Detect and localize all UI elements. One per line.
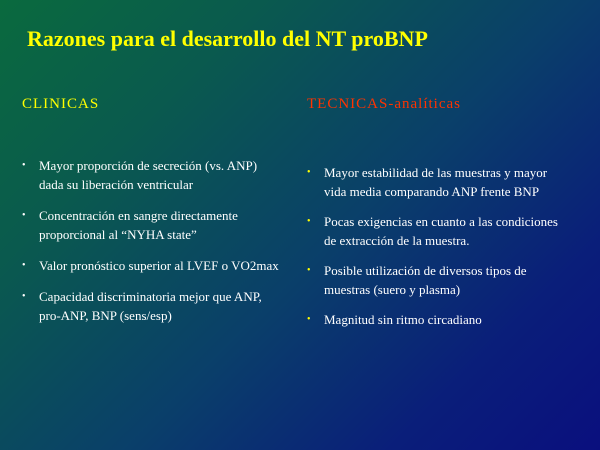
list-item-text: Mayor proporción de secreción (vs. ANP) dada su liberación ventricular — [39, 158, 258, 192]
bullet-icon: • — [307, 314, 311, 325]
bullet-icon: • — [22, 260, 26, 271]
bullet-icon: • — [307, 216, 311, 227]
list-item — [307, 310, 569, 329]
list-item-text: Magnitud sin ritmo circadiano — [324, 312, 482, 327]
tecnicas-list — [307, 163, 569, 340]
slide-title: Razones para el desarrollo del NT proBNP — [27, 26, 428, 51]
bullet-icon: • — [307, 167, 311, 178]
bullet-icon: • — [22, 291, 26, 302]
list-item — [307, 212, 569, 250]
list-item — [22, 156, 284, 194]
list-item — [22, 206, 284, 244]
column-heading-clinicas: CLINICAS — [22, 96, 100, 112]
list-item — [22, 287, 284, 325]
list-item-text: Posible utilización de diversos tipos de muestras (suero y plasma) — [324, 263, 527, 297]
column-heading-tecnicas: TECNICAS-analíticas — [307, 96, 461, 112]
clinicas-list — [22, 156, 284, 337]
bullet-icon: • — [22, 210, 26, 221]
bullet-icon: • — [307, 265, 311, 276]
list-item — [22, 256, 284, 275]
list-item-text: Concentración en sangre directamente proporcional al “NYHA state” — [39, 208, 238, 242]
list-item-text: Valor pronóstico superior al LVEF o VO2max — [39, 258, 279, 273]
list-item — [307, 261, 569, 299]
bullet-icon: • — [22, 160, 26, 171]
list-item — [307, 163, 569, 201]
list-item-text: Mayor estabilidad de las muestras y mayor vida media comparando ANP frente BNP — [324, 165, 548, 199]
list-item-text: Capacidad discriminatoria mejor que ANP, pro-ANP, BNP (sens/esp) — [39, 289, 262, 323]
list-item-text: Pocas exigencias en cuanto a las condiciones de extracción de la muestra. — [324, 214, 558, 248]
